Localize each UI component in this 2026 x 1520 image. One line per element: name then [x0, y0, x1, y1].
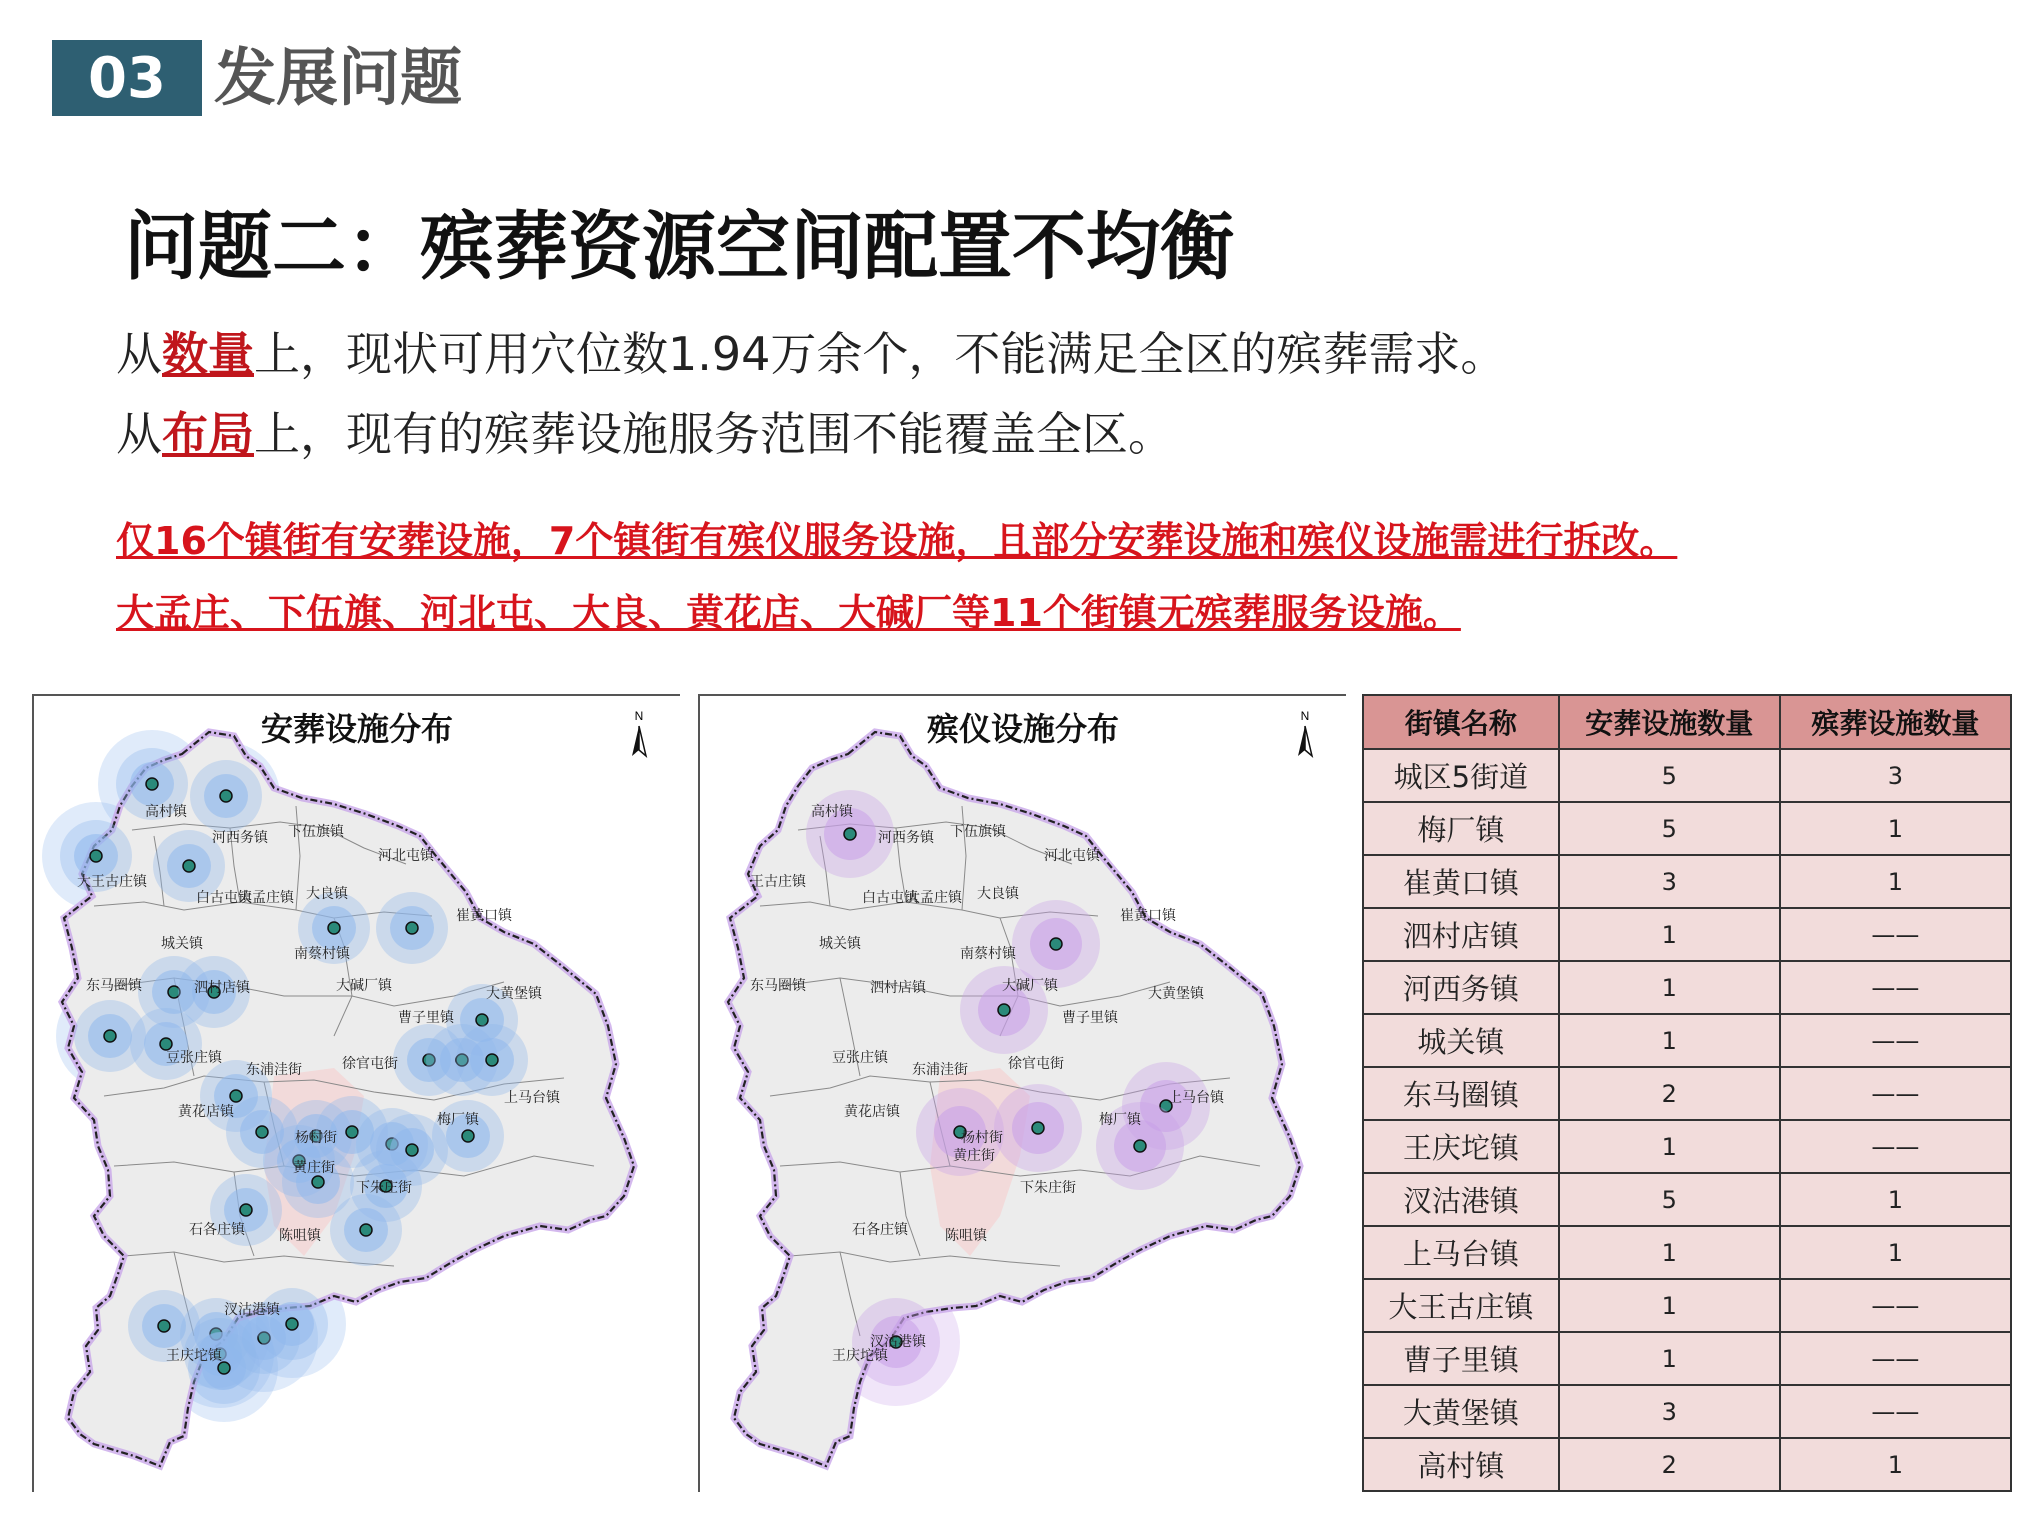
burial-map-svg — [34, 696, 680, 1492]
town-label: 下伍旗镇 — [950, 824, 1006, 840]
facility-site-marker — [230, 1090, 242, 1102]
highlight-note-1: 仅16个镇街有安葬设施，7个镇街有殡仪服务设施，且部分安葬设施和殡仪设施需进行拆改。 — [116, 519, 1678, 563]
keyword-layout: 布局 — [162, 407, 254, 461]
cell-burial-count: 1 — [1559, 1014, 1780, 1067]
cell-funeral-count: 1 — [1780, 1438, 2011, 1491]
cell-town-name: 城关镇 — [1363, 1014, 1559, 1067]
town-label: 河西务镇 — [212, 830, 268, 846]
cell-funeral-count: —— — [1780, 1279, 2011, 1332]
town-label: 汊沽港镇 — [224, 1302, 280, 1318]
table-row — [1363, 855, 2011, 908]
facility-site-marker — [256, 1126, 268, 1138]
cell-funeral-count: 3 — [1780, 749, 2011, 802]
table-row — [1363, 1332, 2011, 1385]
facility-site-marker — [1032, 1122, 1044, 1134]
facility-site-marker — [158, 1320, 170, 1332]
town-label: 石各庄镇 — [189, 1222, 245, 1238]
cell-burial-count: 1 — [1559, 1279, 1780, 1332]
cell-burial-count: 3 — [1559, 855, 1780, 908]
cell-burial-count: 2 — [1559, 1438, 1780, 1491]
cell-burial-count: 5 — [1559, 749, 1780, 802]
town-label: 上马台镇 — [504, 1090, 560, 1106]
town-label: 石各庄镇 — [852, 1222, 908, 1238]
cell-burial-count: 1 — [1559, 1332, 1780, 1385]
facility-site-marker — [183, 860, 195, 872]
town-label: 东浦洼街 — [912, 1062, 968, 1078]
point-prefix: 从 — [116, 407, 162, 461]
town-label: 白古屯镇 — [862, 890, 918, 906]
cell-burial-count: 1 — [1559, 1120, 1780, 1173]
cell-burial-count: 1 — [1559, 908, 1780, 961]
town-label: 大孟庄镇 — [906, 890, 962, 906]
town-label: 崔黄口镇 — [456, 908, 512, 924]
cell-funeral-count: —— — [1780, 908, 2011, 961]
town-label: 河北屯镇 — [378, 848, 434, 864]
table-row — [1363, 961, 2011, 1014]
cell-town-name: 大黄堡镇 — [1363, 1385, 1559, 1438]
facility-site-marker — [406, 1144, 418, 1156]
town-label: 高村镇 — [811, 804, 853, 820]
table-row — [1363, 1120, 2011, 1173]
facility-count-table — [1362, 694, 2012, 1492]
point-prefix: 从 — [116, 327, 162, 381]
town-label: 大良镇 — [977, 886, 1019, 902]
town-label: 曹子里镇 — [1062, 1010, 1118, 1026]
cell-burial-count: 1 — [1559, 1226, 1780, 1279]
cell-town-name: 上马台镇 — [1363, 1226, 1559, 1279]
town-label: 梅厂镇 — [437, 1112, 479, 1128]
point-layout — [116, 398, 1174, 464]
town-label: 黄花店镇 — [178, 1104, 234, 1120]
cell-funeral-count: —— — [1780, 1385, 2011, 1438]
town-label: 黄花店镇 — [844, 1104, 900, 1120]
table-row — [1363, 802, 2011, 855]
town-label: 大黄堡镇 — [486, 986, 542, 1002]
keyword-quantity: 数量 — [162, 327, 254, 381]
town-label: 王庆坨镇 — [832, 1348, 888, 1364]
funeral-map-title: 殡仪设施分布 — [926, 710, 1119, 748]
table-row — [1363, 1438, 2011, 1491]
cell-town-name: 梅厂镇 — [1363, 802, 1559, 855]
town-label: 河北屯镇 — [1044, 848, 1100, 864]
facility-site-marker — [286, 1318, 298, 1330]
svg-text:N: N — [1300, 709, 1310, 723]
town-label: 南蔡村镇 — [960, 946, 1016, 962]
town-label: 下朱庄街 — [1020, 1180, 1076, 1196]
town-label: 城关镇 — [819, 936, 861, 952]
facility-site-marker — [844, 828, 856, 840]
facility-site-marker — [486, 1054, 498, 1066]
town-label: 黄庄街 — [953, 1148, 995, 1164]
facility-site-marker — [998, 1004, 1010, 1016]
facility-site-marker — [240, 1204, 252, 1216]
facility-site-marker — [90, 850, 102, 862]
column-header-burial-count: 安葬设施数量 — [1559, 695, 1780, 749]
highlight-note-2: 大孟庄、下伍旗、河北屯、大良、黄花店、大碱厂等11个街镇无殡葬服务设施。 — [116, 591, 1461, 635]
point-text: 上，现有的殡葬设施服务范围不能覆盖全区。 — [254, 407, 1174, 461]
town-label: 崔黄口镇 — [1120, 908, 1176, 924]
facility-site-marker — [1050, 938, 1062, 950]
cell-burial-count: 5 — [1559, 1173, 1780, 1226]
table-row — [1363, 749, 2011, 802]
cell-funeral-count: 1 — [1780, 1226, 2011, 1279]
section-number-badge: 03 — [52, 40, 202, 116]
cell-burial-count: 3 — [1559, 1385, 1780, 1438]
facility-site-marker — [160, 1038, 172, 1050]
cell-town-name: 东马圈镇 — [1363, 1067, 1559, 1120]
town-label: 王古庄镇 — [750, 874, 806, 890]
facility-site-marker — [406, 922, 418, 934]
town-label: 徐官屯街 — [1008, 1056, 1064, 1072]
town-label: 泗村店镇 — [870, 980, 926, 996]
table-row — [1363, 1014, 2011, 1067]
funeral-map-svg — [700, 696, 1346, 1492]
funeral-facility-map — [698, 694, 1346, 1492]
facility-site-marker — [476, 1014, 488, 1026]
cell-funeral-count: —— — [1780, 961, 2011, 1014]
town-label: 杨村街 — [295, 1130, 337, 1146]
table-row — [1363, 1279, 2011, 1332]
point-quantity — [116, 318, 1506, 384]
cell-funeral-count: 1 — [1780, 1173, 2011, 1226]
facility-site-marker — [146, 778, 158, 790]
cell-funeral-count: 1 — [1780, 802, 2011, 855]
facility-site-marker — [104, 1030, 116, 1042]
facility-site-marker — [462, 1130, 474, 1142]
cell-town-name: 高村镇 — [1363, 1438, 1559, 1491]
cell-town-name: 汊沽港镇 — [1363, 1173, 1559, 1226]
burial-facility-map — [32, 694, 680, 1492]
town-label: 陈咀镇 — [279, 1228, 321, 1244]
facility-site-marker — [328, 922, 340, 934]
town-label: 徐官屯街 — [342, 1056, 398, 1072]
town-label: 汊沽港镇 — [870, 1334, 926, 1350]
svg-text:N: N — [634, 709, 644, 723]
town-label: 下朱庄街 — [356, 1180, 412, 1196]
town-label: 高村镇 — [145, 804, 187, 820]
cell-funeral-count: —— — [1780, 1067, 2011, 1120]
cell-town-name: 曹子里镇 — [1363, 1332, 1559, 1385]
town-label: 豆张庄镇 — [832, 1050, 888, 1066]
cell-burial-count: 1 — [1559, 961, 1780, 1014]
table-row — [1363, 908, 2011, 961]
table-header-row — [1363, 695, 2011, 749]
page-title: 问题二：殡葬资源空间配置不均衡 — [124, 204, 1234, 290]
town-label: 曹子里镇 — [398, 1010, 454, 1026]
town-label: 豆张庄镇 — [166, 1050, 222, 1066]
town-label: 城关镇 — [161, 936, 203, 952]
table-row — [1363, 1226, 2011, 1279]
cell-funeral-count: 1 — [1780, 855, 2011, 908]
facility-site-marker — [312, 1176, 324, 1188]
town-label: 杨村街 — [961, 1130, 1003, 1146]
facility-site-marker — [346, 1126, 358, 1138]
town-label: 东马圈镇 — [86, 978, 142, 994]
cell-town-name: 王庆坨镇 — [1363, 1120, 1559, 1173]
cell-funeral-count: —— — [1780, 1120, 2011, 1173]
cell-funeral-count: —— — [1780, 1014, 2011, 1067]
town-label: 大孟庄镇 — [238, 890, 294, 906]
column-header-funeral-count: 殡葬设施数量 — [1780, 695, 2011, 749]
town-label: 黄庄街 — [293, 1160, 335, 1176]
town-label: 南蔡村镇 — [294, 946, 350, 962]
table-row — [1363, 1067, 2011, 1120]
cell-town-name: 泗村店镇 — [1363, 908, 1559, 961]
burial-map-title: 安葬设施分布 — [260, 710, 453, 748]
section-title: 发展问题 — [214, 41, 463, 114]
town-label: 大王古庄镇 — [77, 874, 147, 890]
town-label: 河西务镇 — [878, 830, 934, 846]
town-label: 上马台镇 — [1168, 1090, 1224, 1106]
town-label: 大黄堡镇 — [1148, 986, 1204, 1002]
facility-site-marker — [360, 1224, 372, 1236]
point-text: 上，现状可用穴位数1.94万余个，不能满足全区的殡葬需求。 — [254, 327, 1507, 381]
town-label: 泗村店镇 — [194, 980, 250, 996]
town-label: 陈咀镇 — [945, 1228, 987, 1244]
table-row — [1363, 1385, 2011, 1438]
town-label: 王庆坨镇 — [166, 1348, 222, 1364]
column-header-town: 街镇名称 — [1363, 695, 1559, 749]
cell-funeral-count: —— — [1780, 1332, 2011, 1385]
town-label: 白古屯镇 — [196, 890, 252, 906]
town-label: 下伍旗镇 — [288, 824, 344, 840]
table-body — [1363, 749, 2011, 1491]
cell-burial-count: 5 — [1559, 802, 1780, 855]
cell-town-name: 大王古庄镇 — [1363, 1279, 1559, 1332]
town-label: 梅厂镇 — [1099, 1112, 1141, 1128]
town-label: 大碱厂镇 — [336, 978, 392, 994]
facility-site-marker — [220, 790, 232, 802]
facility-site-marker — [1134, 1140, 1146, 1152]
cell-town-name: 崔黄口镇 — [1363, 855, 1559, 908]
town-label: 大良镇 — [306, 886, 348, 902]
cell-burial-count: 2 — [1559, 1067, 1780, 1120]
town-label: 大碱厂镇 — [1002, 978, 1058, 994]
cell-town-name: 城区5街道 — [1363, 749, 1559, 802]
town-label: 东浦洼街 — [246, 1062, 302, 1078]
town-label: 东马圈镇 — [750, 978, 806, 994]
table-row — [1363, 1173, 2011, 1226]
cell-town-name: 河西务镇 — [1363, 961, 1559, 1014]
